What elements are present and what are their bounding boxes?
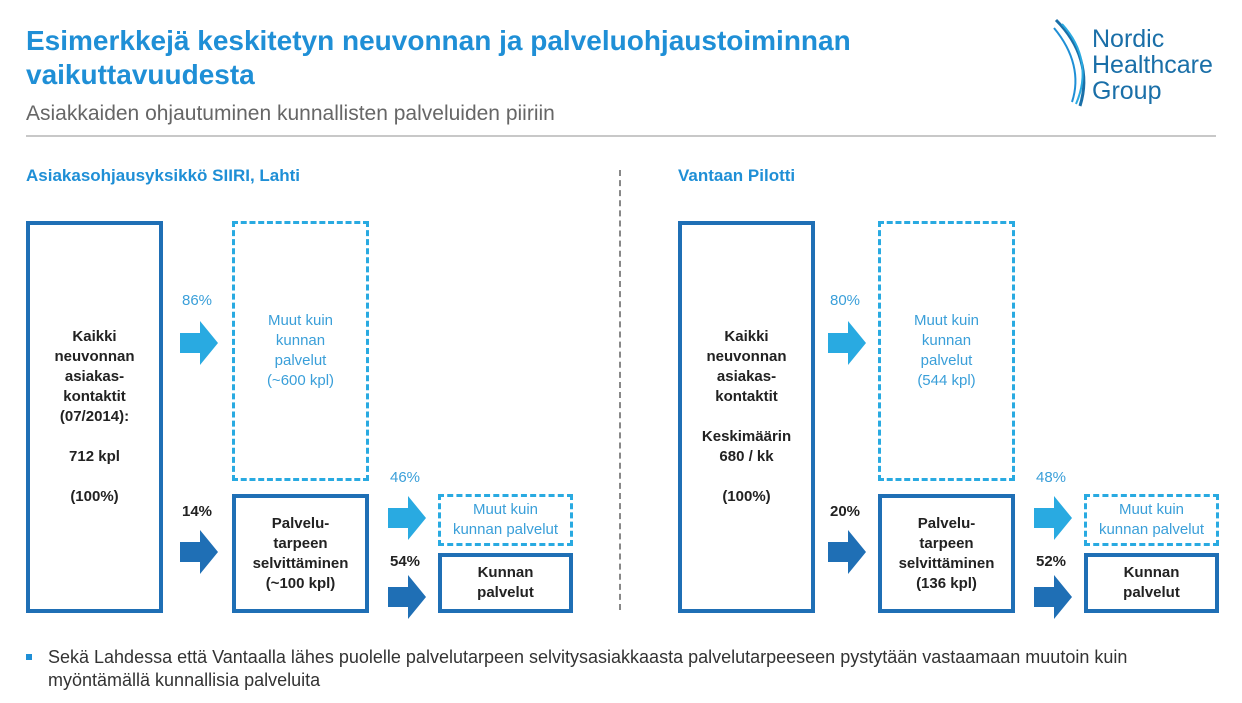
vantaa-pct-sub-municipal: 52%	[1036, 553, 1067, 570]
lahti-arrow-sub-municipal-icon	[388, 575, 426, 619]
vantaa-pct-other: 80%	[830, 292, 861, 309]
vantaa-all-contacts-box: Kaikki neuvonnan asiakas- kontaktit Keskimäärin 680 / kk (100%)	[678, 221, 815, 613]
lahti-arrow-other-icon	[180, 321, 218, 365]
vantaa-arrow-sub-other-icon	[1034, 496, 1072, 540]
lahti-arrow-sub-other-icon	[388, 496, 426, 540]
section-divider	[619, 170, 621, 610]
logo-text: Nordic Healthcare Group	[1092, 25, 1213, 105]
vantaa-pct-needs: 20%	[830, 503, 861, 520]
vantaa-arrow-needs-icon	[828, 530, 866, 574]
lahti-other-services-box: Muut kuin kunnan palvelut (~600 kpl)	[232, 221, 369, 481]
lahti-needs-assessment-box: Palvelu- tarpeen selvittäminen (~100 kpl)	[232, 494, 369, 613]
vantaa-sub-other-services-box: Muut kuin kunnan palvelut	[1084, 494, 1219, 546]
vantaa-arrow-sub-municipal-icon	[1034, 575, 1072, 619]
header-rule	[26, 135, 1216, 137]
lahti-all-contacts-box: Kaikki neuvonnan asiakas- kontaktit (07/2014): 712 kpl (100%)	[26, 221, 163, 613]
company-logo	[1050, 14, 1230, 110]
page-subtitle: Asiakkaiden ohjautuminen kunnallisten palveluiden piiriin	[26, 102, 555, 125]
vantaa-sub-municipal-services-box: Kunnan palvelut	[1084, 553, 1219, 613]
lahti-sub-other-services-box: Muut kuin kunnan palvelut	[438, 494, 573, 546]
vantaa-needs-assessment-box: Palvelu- tarpeen selvittäminen (136 kpl)	[878, 494, 1015, 613]
lahti-pct-sub-municipal: 54%	[390, 553, 421, 570]
bullet-square-icon	[26, 654, 32, 660]
vantaa-arrow-other-icon	[828, 321, 866, 365]
footer-bullet	[26, 646, 1206, 692]
footer-bullet-text: Sekä Lahdessa että Vantaalla lähes puolelle palvelutarpeen selvitysasiakkaasta palvelutarpeeseen pystytään vastaamaan muutoin kuin myöntämällä kunnallisia palveluita	[48, 647, 1128, 690]
lahti-sub-municipal-services-box: Kunnan palvelut	[438, 553, 573, 613]
lahti-arrow-needs-icon	[180, 530, 218, 574]
lahti-pct-other: 86%	[182, 292, 213, 309]
vantaa-pct-sub-other: 48%	[1036, 469, 1067, 486]
lahti-pct-needs: 14%	[182, 503, 213, 520]
vantaa-section-title: Vantaan Pilotti	[678, 166, 796, 185]
vantaa-other-services-box: Muut kuin kunnan palvelut (544 kpl)	[878, 221, 1015, 481]
wave-logo-icon	[1050, 14, 1096, 110]
lahti-section-title: Asiakasohjausyksikkö SIIRI, Lahti	[26, 166, 301, 185]
lahti-pct-sub-other: 46%	[390, 469, 421, 486]
page-title: Esimerkkejä keskitetyn neuvonnan ja palveluohjaustoiminnan vaikuttavuudesta	[26, 25, 851, 90]
